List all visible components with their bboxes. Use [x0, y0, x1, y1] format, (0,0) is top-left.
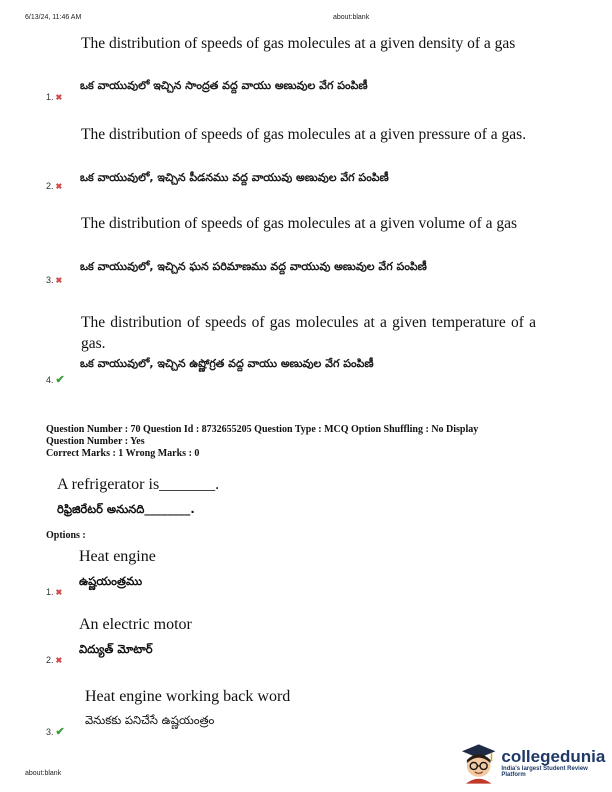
option-number: 3. ✔ — [46, 726, 65, 738]
collegedunia-logo — [460, 742, 612, 784]
option-text-te: విద్యుత్ మోటార్ — [79, 642, 153, 656]
question-meta — [46, 424, 478, 460]
option-number: 2. ✖ — [46, 181, 63, 191]
question-text-te: రిఫ్రిజిరేటర్ అనునది________. — [57, 502, 195, 516]
check-icon: ✔ — [55, 726, 65, 738]
option-text-en: The distribution of speeds of gas molecules at a given volume of a gas — [81, 215, 518, 232]
option-number: 2. ✖ — [46, 655, 63, 665]
option-text-te: వెనుకకు పనిచేసే ఉష్ణయంత్రం — [85, 713, 215, 727]
footer-url: about:blank — [25, 770, 62, 777]
question-text-en: A refrigerator is_______. — [57, 476, 220, 493]
logo-title: collegedunia — [501, 747, 606, 766]
logo-text — [501, 748, 612, 778]
option-text-en: The distribution of speeds of gas molecules at a given density of a gas — [81, 35, 516, 52]
option-text-te: ఒక వాయువులో, ఇచ్చిన ఘన పరిమాణము వద్ద వాయువు అణువుల వేగ పంపిణీ — [80, 260, 427, 273]
question-meta-line: Question Number : 70 Question Id : 8732655205 Question Type : MCQ Option Shuffling : No Display — [46, 424, 479, 435]
option-text-en: The distribution of speeds of gas molecules at a given temperature of a gas. — [81, 314, 536, 352]
option-number: 1. ✖ — [46, 587, 63, 597]
option-text-en: Heat engine working back word — [85, 688, 291, 705]
logo-tagline: India's largest Student Review Platform — [501, 766, 588, 778]
options-label: Options : — [46, 530, 86, 541]
print-datetime: 6/13/24, 11:46 AM — [25, 14, 82, 21]
mascot-icon — [460, 742, 497, 784]
option-text-te: ఉష్ణయంత్రము — [79, 574, 143, 588]
option-number: 4. ✔ — [46, 374, 65, 386]
option-text-en: Heat engine — [79, 548, 156, 565]
question-meta-line: Correct Marks : 1 Wrong Marks : 0 — [46, 448, 200, 459]
cross-icon: ✖ — [55, 181, 63, 191]
cross-icon: ✖ — [55, 655, 63, 665]
print-url: about:blank — [333, 14, 370, 21]
option-text-en: The distribution of speeds of gas molecules at a given pressure of a gas. — [81, 126, 527, 143]
cross-icon: ✖ — [55, 275, 63, 285]
cross-icon: ✖ — [55, 92, 63, 102]
question-meta-line: Question Number : Yes — [46, 436, 145, 447]
option-number: 3. ✖ — [46, 275, 63, 285]
cross-icon: ✖ — [55, 587, 63, 597]
option-number: 1. ✖ — [46, 92, 63, 102]
option-text-te: ఒక వాయువులో, ఇచ్చిన ఉష్ణోగ్రత వద్ద వాయు అణువుల వేగ పంపిణీ — [80, 357, 374, 370]
option-text-en: An electric motor — [79, 616, 192, 633]
option-text-te: ఒక వాయువులో, ఇచ్చిన పీడనము వద్ద వాయువు అణువుల వేగ పంపిణీ — [80, 171, 389, 184]
option-text-te: ఒక వాయువులో ఇచ్చిన సాంద్రత వద్ద వాయు అణువుల వేగ పంపిణీ — [80, 79, 368, 92]
check-icon: ✔ — [55, 374, 65, 386]
